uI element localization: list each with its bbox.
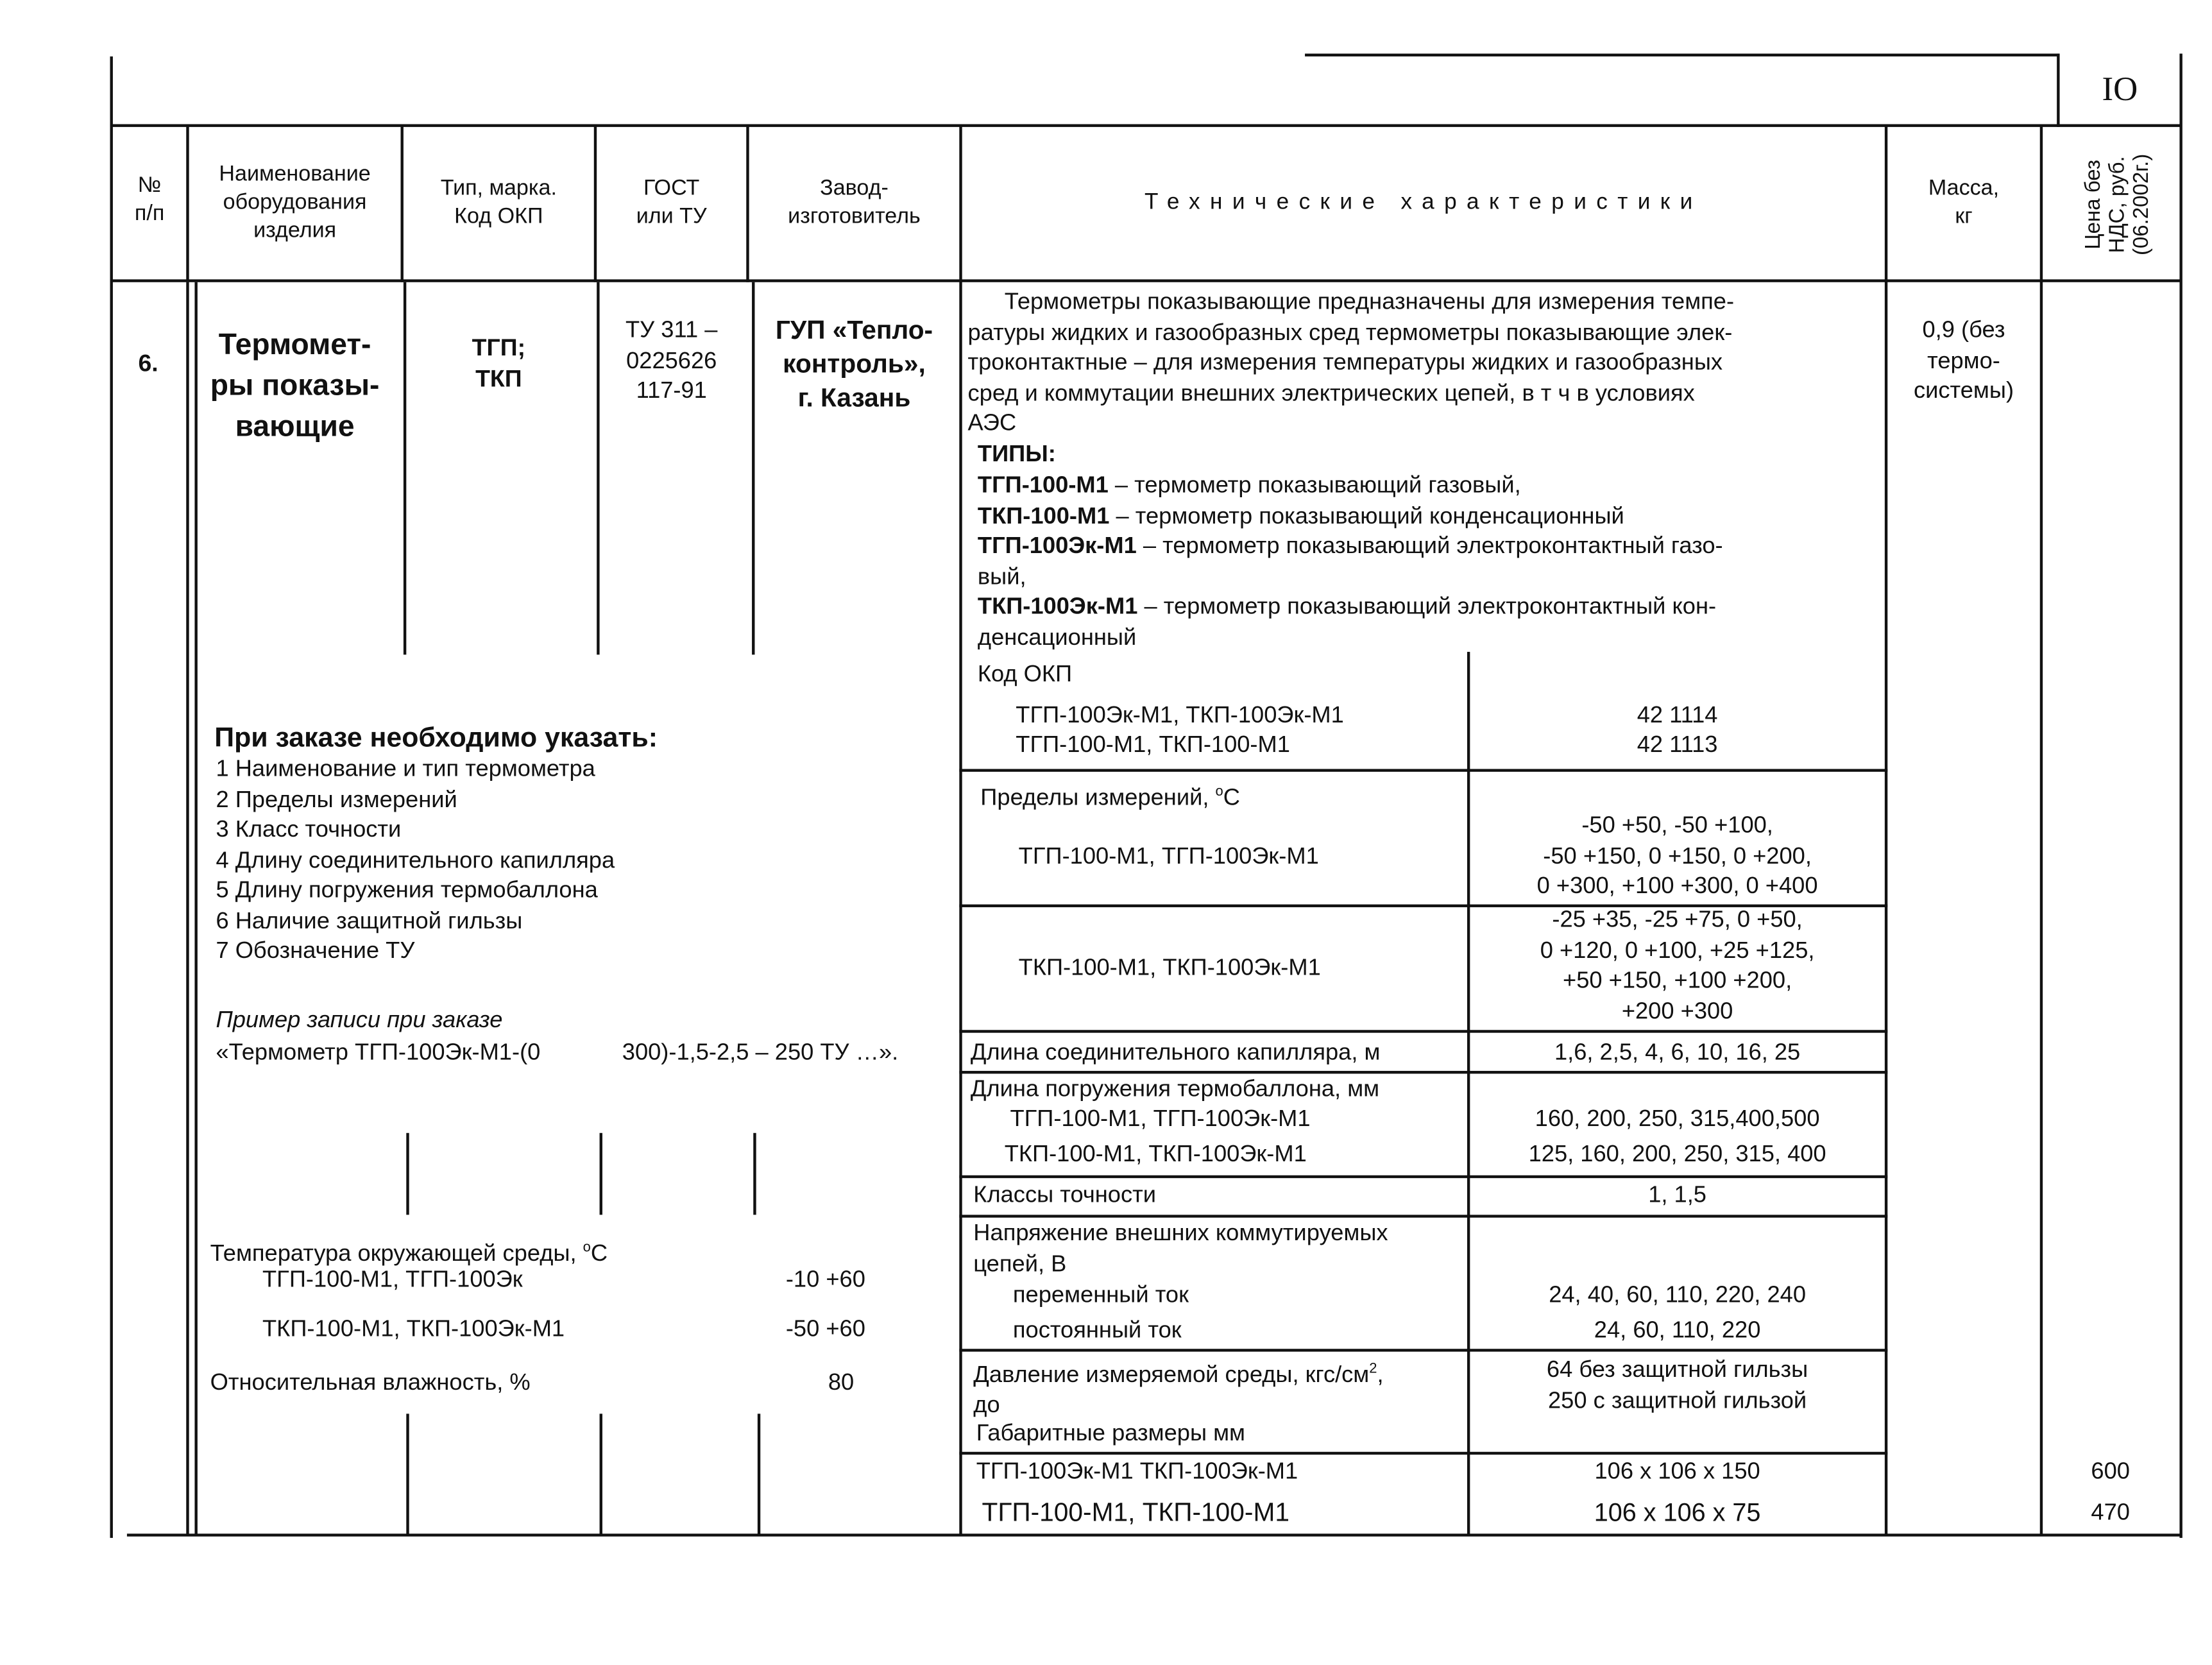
- row-maker: ГУП «Тепло- контроль», г. Казань: [775, 314, 933, 413]
- col-sep: [194, 282, 197, 1535]
- specs-rule: [959, 1215, 1887, 1218]
- ambient-name: ТКП-100-М1, ТКП-100Эк-М1: [262, 1316, 565, 1342]
- okp-value: 42 1114: [1637, 703, 1718, 728]
- order-item: 1 Наименование и тип термометра: [216, 756, 595, 782]
- order-item: 5 Длину погружения термобаллона: [216, 877, 598, 903]
- col-sep: [594, 124, 597, 282]
- page-number: IO: [2102, 72, 2138, 109]
- voltage-value: 24, 60, 110, 220: [1594, 1317, 1761, 1344]
- types-list: [978, 471, 1723, 653]
- header-type: Тип, марка. Код ОКП: [440, 176, 557, 229]
- price-value: 470: [2091, 1499, 2130, 1526]
- specs-col-sep: [1467, 652, 1470, 1535]
- order-item: 6 Наличие защитной гильзы: [216, 908, 523, 934]
- ambient-value: -10 +60: [785, 1267, 865, 1293]
- immersion-name: ТКП-100-М1, ТКП-100Эк-М1: [1004, 1141, 1307, 1167]
- type-line: ТГП-100-М1 – термометр показывающий газовый,: [977, 472, 1521, 499]
- price-value: 600: [2091, 1458, 2130, 1485]
- description: Термометры показывающие предназначены для измерения темпе- ратуры жидких и газообразных сред термометры показывающие элек- троконтактные – для измерения температуры жидких и газообразных сред и коммутации внешних электрических цепей, в т ч в условиях АЭС: [967, 289, 1735, 436]
- humidity-value: 80: [828, 1370, 855, 1396]
- immersion-value: 125, 160, 200, 250, 315, 400: [1528, 1141, 1826, 1167]
- type-line: вый,: [977, 563, 1026, 590]
- order-item: 7 Обозначение ТУ: [216, 938, 415, 964]
- col-sep: [758, 1413, 760, 1535]
- header-num: № п/п: [134, 173, 165, 226]
- immersion-value: 160, 200, 250, 315,400,500: [1535, 1106, 1820, 1132]
- pressure-value: 64 без защитной гильзы 250 с защитной гильзой: [1546, 1357, 1808, 1413]
- specs-rule: [959, 769, 1887, 772]
- pressure-label: Давление измеряемой среды, кгс/$см^2$, до: [973, 1362, 1384, 1418]
- col-sep: [600, 1133, 603, 1215]
- row-mass: 0,9 (без термо- системы): [1913, 317, 2014, 404]
- col-sep: [186, 282, 189, 1535]
- dims-value: 106 x 106 x 150: [1594, 1458, 1760, 1485]
- specs-rule: [959, 1452, 1887, 1455]
- order-item: 2 Пределы измерений: [216, 786, 457, 812]
- example-text-b: 300)-1,5-2,5 – 250 ТУ …».: [622, 1039, 899, 1066]
- col-sep: [406, 1413, 409, 1535]
- type-line: денсационный: [977, 624, 1137, 650]
- okp-value: 42 1113: [1637, 732, 1718, 758]
- type-line: ТКП-100-М1 – термометр показывающий конденсационный: [977, 502, 1624, 529]
- col-sep: [600, 1413, 602, 1535]
- col-sep: [186, 124, 189, 282]
- voltage-value: 24, 40, 60, 110, 220, 240: [1549, 1282, 1806, 1308]
- limits-label: Пределы измерений, $^o$С: [980, 784, 1240, 811]
- col-sep: [746, 124, 749, 282]
- col-sep: [1885, 124, 1887, 1535]
- dims-value: 106 x 106 x 75: [1594, 1498, 1761, 1527]
- capillary-label: Длина соединительного капилляра, м: [970, 1039, 1381, 1066]
- specs-rule: [959, 1349, 1887, 1352]
- row-name: Термомет- ры показы- вающие: [210, 329, 380, 443]
- type-line: ТГП-100Эк-М1 – термометр показывающий электроконтактный газо-: [977, 533, 1723, 559]
- dims-name: ТГП-100Эк-М1 ТКП-100Эк-М1: [976, 1458, 1298, 1485]
- row-gost: ТУ 311 – 0225626 117-91: [625, 317, 718, 404]
- row-num: 6.: [138, 350, 158, 377]
- ambient-value: -50 +60: [785, 1316, 865, 1342]
- dims-name: ТГП-100-М1, ТКП-100-М1: [982, 1497, 1289, 1527]
- capillary-value: 1,6, 2,5, 4, 6, 10, 16, 25: [1554, 1039, 1801, 1066]
- order-title: При заказе необходимо указать:: [214, 722, 658, 754]
- voltage-name: переменный ток: [1012, 1282, 1189, 1308]
- col-sep: [753, 1133, 756, 1215]
- accuracy-value: 1, 1,5: [1648, 1182, 1706, 1208]
- table-bottom-rule: [127, 1533, 2181, 1537]
- humidity-label: Относительная влажность, %: [210, 1370, 531, 1396]
- left-border: [110, 56, 114, 1538]
- dims-label: Габаритные размеры мм: [976, 1421, 1246, 1446]
- top-rule: [1305, 54, 2059, 56]
- order-list: [216, 755, 615, 967]
- limits-tkp-values: -25 +35, -25 +75, 0 +50, 0 +120, 0 +100, +25 +125, +50 +150, +100 +200, +200 +300: [1540, 907, 1815, 1024]
- header-gost: ГОСТ или ТУ: [636, 176, 707, 229]
- okp-name: ТГП-100-М1, ТКП-100-М1: [1016, 732, 1290, 758]
- row-type: ТГП; ТКП: [472, 334, 526, 392]
- example-text-a: «Термометр ТГП-100Эк-М1-(0: [216, 1039, 541, 1066]
- voltage-name: постоянный ток: [1012, 1317, 1182, 1344]
- specs-rule: [959, 1175, 1887, 1179]
- order-item: 4 Длину соединительного капилляра: [216, 847, 615, 873]
- col-sep: [401, 124, 404, 282]
- type-line: ТКП-100Эк-М1 – термометр показывающий электроконтактный кон-: [977, 593, 1717, 620]
- header-mass: Масса, кг: [1928, 176, 2000, 229]
- immersion-name: ТГП-100-М1, ТГП-100Эк-М1: [1010, 1106, 1311, 1132]
- specs-rule: [959, 1071, 1887, 1074]
- header-bottom-rule: [110, 279, 2181, 282]
- header-name: Наименование оборудования изделия: [219, 162, 371, 243]
- header-tech: Технические характеристики: [1144, 190, 1703, 215]
- col-sep: [959, 124, 962, 1535]
- header-top-rule: [110, 124, 2181, 128]
- page-number-box-left: [2057, 54, 2060, 127]
- col-sep: [406, 1133, 409, 1215]
- limits-tgp-name: ТГП-100-М1, ТГП-100Эк-М1: [1018, 844, 1319, 869]
- example-title: Пример записи при заказе: [216, 1007, 503, 1033]
- immersion-label: Длина погружения термобаллона, мм: [970, 1076, 1380, 1102]
- okp-name: ТГП-100Эк-М1, ТКП-100Эк-М1: [1016, 703, 1344, 728]
- order-item: 3 Класс точности: [216, 817, 402, 842]
- accuracy-label: Классы точности: [973, 1182, 1157, 1208]
- specs-rule: [959, 1030, 1887, 1033]
- col-sep: [2040, 124, 2043, 1535]
- limits-tkp-name: ТКП-100-М1, ТКП-100Эк-М1: [1018, 955, 1321, 981]
- okp-label: Код ОКП: [977, 662, 1073, 687]
- voltage-label: Напряжение внешних коммутируемых цепей, В: [973, 1220, 1388, 1276]
- header-price: Цена без НДС, руб. (06.2002г.): [2081, 153, 2154, 256]
- types-title: ТИПЫ:: [977, 441, 1056, 467]
- header-maker: Завод- изготовитель: [788, 176, 921, 229]
- limits-tgp-values: -50 +50, -50 +100, -50 +150, 0 +150, 0 +200, 0 +300, +100 +300, 0 +400: [1536, 812, 1818, 899]
- ambient-name: ТГП-100-М1, ТГП-100Эк: [262, 1267, 523, 1293]
- ambient-title: Температура окружающей среды, $^o$С: [210, 1240, 608, 1267]
